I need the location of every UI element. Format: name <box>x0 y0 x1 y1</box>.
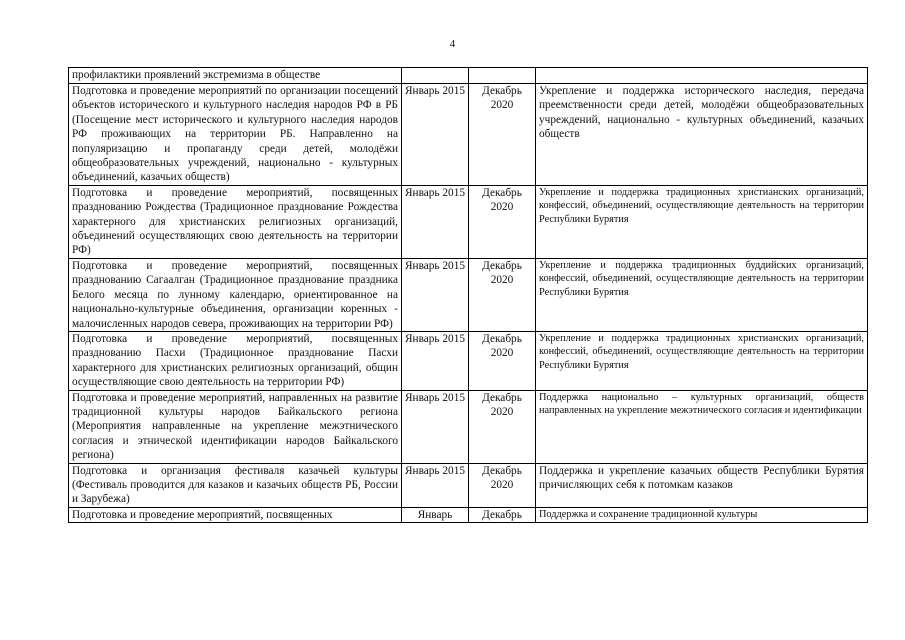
end-date-cell: Декабрь <box>469 507 536 522</box>
start-date-cell: Январь 2015 <box>402 390 469 463</box>
result-cell: Поддержка и укрепление казачьих обществ Республики Бурятия причисляющих себя к потомкам казаков <box>536 463 868 507</box>
start-date-cell: Январь 2015 <box>402 331 469 390</box>
end-date-cell: Декабрь 2020 <box>469 258 536 331</box>
start-date-cell: Январь 2015 <box>402 84 469 186</box>
event-cell: Подготовка и проведение мероприятий, направленных на развитие традиционной культуры народов Байкальского региона (Мероприятия направленные на укрепление межэтнического согласия и этнической идентификации народов Байкальского региона) <box>69 390 402 463</box>
table-row <box>69 390 868 463</box>
end-date-cell: Декабрь 2020 <box>469 390 536 463</box>
event-cell: Подготовка и проведение мероприятий, посвященных празднованию Рождества (Традиционное празднование Рождества характерного для христианских религиозных организаций, объединений осуществляющих свою деятельность на территории РФ) <box>69 185 402 258</box>
page-number: 4 <box>449 38 456 50</box>
end-date-cell: Декабрь 2020 <box>469 84 536 186</box>
end-date-cell: Декабрь 2020 <box>469 331 536 390</box>
result-cell: Укрепление и поддержка традиционных буддийских организаций, конфессий, объединений, осуществляющие деятельность на территории Республики Бурятия <box>536 258 868 331</box>
table-row <box>69 463 868 507</box>
event-cell: Подготовка и проведение мероприятий по организации посещений объектов исторического и культурного наследия народов РФ в РБ (Посещение мест исторического и культурного наследия народов РФ проживающих на территории РБ. Направленно на популяризацию и пропаганду среди детей, молодёжи общеобразовательных учреждений, национально - культурных объединений, казачьих обществ) <box>69 84 402 186</box>
event-cell: Подготовка и проведение мероприятий, посвященных празднованию Сагаалган (Традиционное празднование праздника Белого месяца по лунному календарю, ориентированное на национально-культурные объединения, организации коренных - малочисленных народов севера, проживающих на территории РФ) <box>69 258 402 331</box>
start-date-cell: Январь 2015 <box>402 185 469 258</box>
start-date-cell: Январь <box>402 507 469 522</box>
table-row <box>69 68 868 84</box>
events-table <box>68 67 868 523</box>
start-date-cell <box>402 68 469 84</box>
table-row <box>69 331 868 390</box>
result-cell: Поддержка и сохранение традиционной культуры <box>536 507 868 522</box>
end-date-cell: Декабрь 2020 <box>469 185 536 258</box>
table-row <box>69 258 868 331</box>
result-cell: Укрепление и поддержка традиционных христианских организаций, конфессий, объединений, осуществляющие деятельность на территории Республики Бурятия <box>536 185 868 258</box>
event-cell: профилактики проявлений экстремизма в обществе <box>69 68 402 84</box>
end-date-cell <box>469 68 536 84</box>
result-cell <box>536 68 868 84</box>
event-cell: Подготовка и организация фестиваля казачьей культуры (Фестиваль проводится для казаков и казачьих обществ РБ, России и Зарубежа) <box>69 463 402 507</box>
result-cell: Укрепление и поддержка исторического наследия, передача преемственности среди детей, молодёжи общеобразовательных учреждений, национально - культурных объединений, казачьих обществ <box>536 84 868 186</box>
start-date-cell: Январь 2015 <box>402 258 469 331</box>
event-cell: Подготовка и проведение мероприятий, посвященных <box>69 507 402 522</box>
event-cell: Подготовка и проведение мероприятий, посвященных празднованию Пасхи (Традиционное празднование Пасхи характерного для христианских религиозных организаций, общин осуществляющие свою деятельность на территории РФ) <box>69 331 402 390</box>
result-cell: Укрепление и поддержка традиционных христианских организаций, конфессий, объединений, осуществляющие деятельность на территории Республики Бурятия <box>536 331 868 390</box>
start-date-cell: Январь 2015 <box>402 463 469 507</box>
table-row <box>69 185 868 258</box>
table-row <box>69 507 868 522</box>
table-row <box>69 84 868 186</box>
end-date-cell: Декабрь 2020 <box>469 463 536 507</box>
result-cell: Поддержка национально – культурных организаций, обществ направленных на укрепление межэтнического согласия и идентификации <box>536 390 868 463</box>
